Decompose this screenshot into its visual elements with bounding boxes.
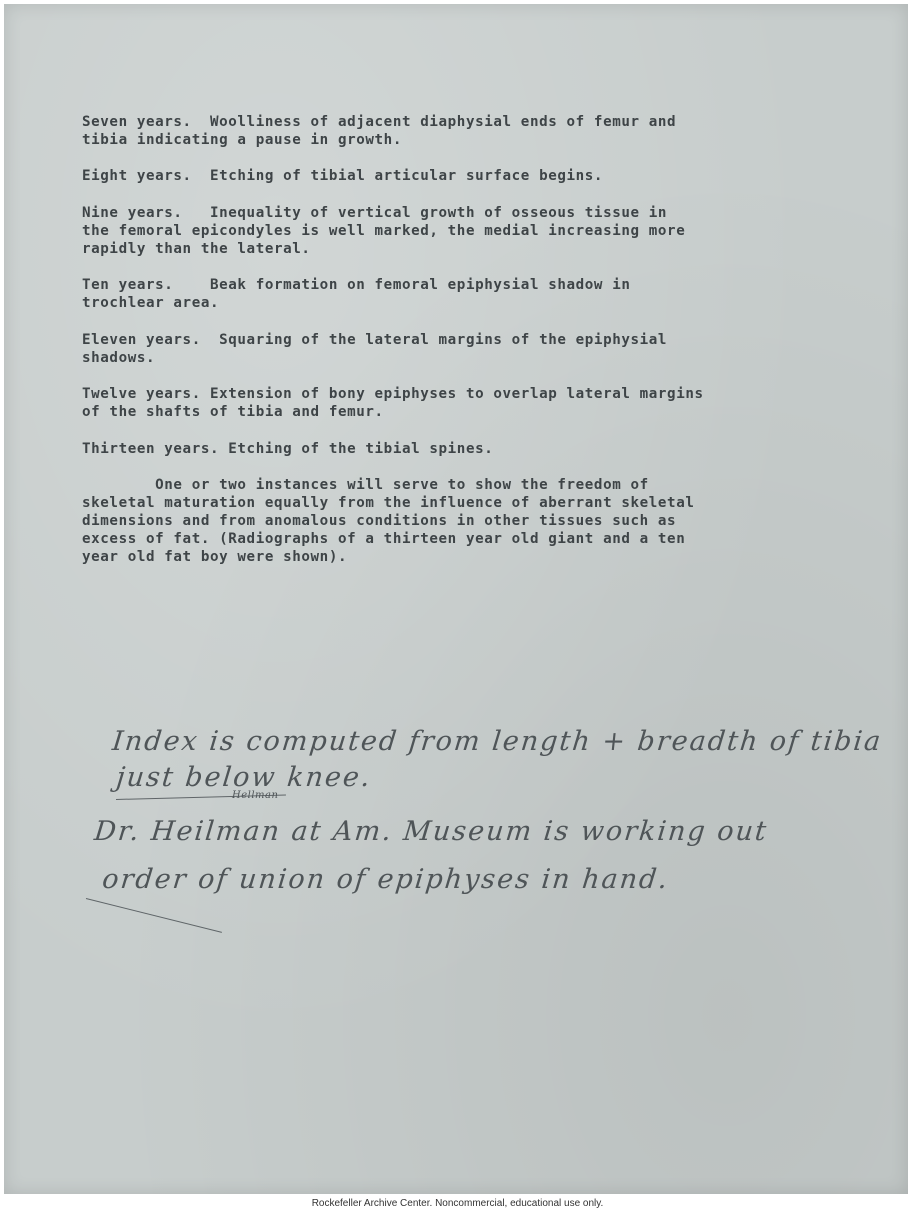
typed-line: Thirteen years. Etching of the tibial spines. <box>82 441 494 457</box>
handwritten-note-line: Index is computed from length + breadth of tibia <box>110 726 884 757</box>
typed-line: shadows. <box>82 350 156 366</box>
typed-line: dimensions and from anomalous conditions in other tissues such as <box>82 513 677 529</box>
handwritten-note-line: just below knee. <box>114 762 374 793</box>
archive-footer: Rockefeller Archive Center. Noncommercial, educational use only. <box>311 1198 604 1209</box>
typed-line: Eight years. Etching of tibial articular surface begins. <box>82 168 604 184</box>
typed-line: Twelve years. Extension of bony epiphyses to overlap lateral margins <box>82 386 704 402</box>
document-page <box>4 4 908 1194</box>
typed-line: rapidly than the lateral. <box>82 241 311 257</box>
typed-line: tibia indicating a pause in growth. <box>82 132 402 148</box>
typed-line: Eleven years. Squaring of the lateral margins of the epiphysial <box>82 332 668 348</box>
handwritten-stroke <box>86 898 222 933</box>
handwritten-note-line: Dr. Heilman at Am. Museum is working out <box>92 816 770 847</box>
typed-line: of the shafts of tibia and femur. <box>82 404 384 420</box>
typed-line: the femoral epicondyles is well marked, the medial increasing more <box>82 223 686 239</box>
typed-line: Seven years. Woolliness of adjacent diaphysial ends of femur and <box>82 114 677 130</box>
typed-line: Nine years. Inequality of vertical growth of osseous tissue in <box>82 205 668 221</box>
typed-line: excess of fat. (Radiographs of a thirteen year old giant and a ten <box>82 531 686 547</box>
typed-line: year old fat boy were shown). <box>82 549 348 565</box>
handwritten-insertion: Hellman <box>232 790 279 801</box>
typed-line: trochlear area. <box>82 295 220 311</box>
typed-line: One or two instances will serve to show the freedom of <box>82 477 649 493</box>
typed-line: skeletal maturation equally from the influence of aberrant skeletal <box>82 495 695 511</box>
handwritten-note-line: order of union of epiphyses in hand. <box>100 864 671 895</box>
typed-line: Ten years. Beak formation on femoral epiphysial shadow in <box>82 277 631 293</box>
